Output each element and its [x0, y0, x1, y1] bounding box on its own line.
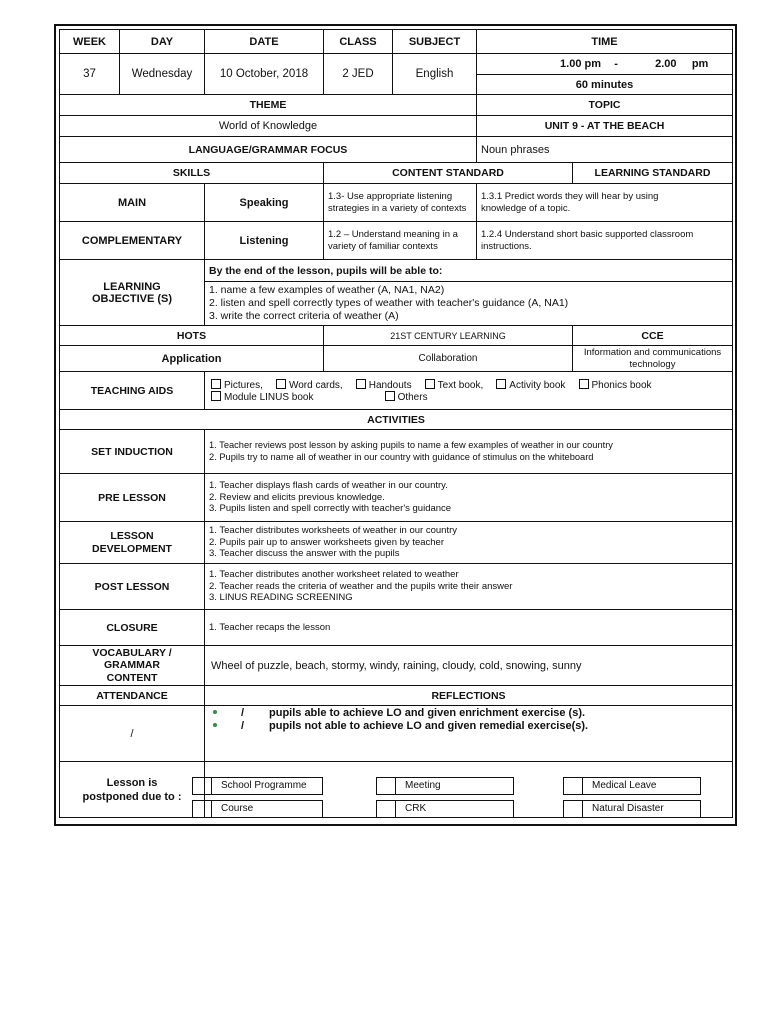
content-standard-label: CONTENT STANDARD: [324, 163, 573, 184]
option-label: Medical Leave: [592, 780, 657, 791]
postponed-label-line-1: Lesson is: [106, 776, 158, 789]
postponed-label-line-2: postponed due to :: [82, 790, 182, 803]
cce-line-2: technology: [629, 358, 676, 370]
teaching-aids-label: TEACHING AIDS: [60, 372, 205, 410]
aid-pictures[interactable]: Pictures,: [211, 379, 263, 391]
checkbox-icon: [377, 778, 396, 794]
option-school-programme[interactable]: [192, 777, 323, 795]
attendance-value: /: [60, 706, 205, 762]
checkbox-icon: [211, 391, 221, 401]
post-lesson-steps: [205, 564, 733, 610]
aid-handouts[interactable]: Handouts: [356, 379, 412, 391]
main-skill-label: MAIN: [60, 184, 205, 222]
checkbox-icon: [564, 778, 583, 794]
reflections-label: REFLECTIONS: [205, 686, 733, 706]
grammar-focus-label: LANGUAGE/GRAMMAR FOCUS: [60, 137, 477, 163]
option-label: School Programme: [221, 780, 307, 791]
duration: 60 minutes: [477, 75, 733, 95]
step-item: 3. Pupils listen and spell correctly with teacher's guidance: [209, 503, 452, 515]
objective-intro: By the end of the lesson, pupils will be able to:: [205, 260, 733, 282]
step-item: 1. Teacher distributes worksheets of weather in our country: [209, 525, 458, 537]
bullet-icon: [213, 710, 217, 714]
objective-item: 3. write the correct criteria of weather (A): [209, 310, 399, 322]
date-value: 10 October, 2018: [205, 54, 324, 95]
pre-lesson-steps: [205, 474, 733, 522]
main-learning-line-2: knowledge of a topic.: [481, 202, 571, 214]
main-content-line-2: strategies in a variety of contexts: [328, 202, 467, 214]
time-separator: -: [614, 58, 618, 70]
learning-standard-label: LEARNING STANDARD: [573, 163, 733, 184]
theme-value: World of Knowledge: [60, 116, 477, 137]
lesson-development-steps: [205, 522, 733, 564]
complementary-learning-standard: [477, 222, 733, 260]
step-item: 2. Pupils try to name all of weather in our country with guidance of stimulus on the whiteboard: [209, 451, 594, 462]
day-label: DAY: [120, 30, 205, 54]
objective-item: 1. name a few examples of weather (A, NA1, NA2): [209, 284, 445, 296]
option-medical-leave[interactable]: [563, 777, 701, 795]
comp-learning-line-2: instructions.: [481, 240, 532, 252]
time-start: 1.00 pm: [560, 58, 601, 70]
week-value: 37: [60, 54, 120, 95]
complementary-skill-label: COMPLEMENTARY: [60, 222, 205, 260]
development-label-line-2: DEVELOPMENT: [92, 542, 172, 555]
teaching-aids-options: [205, 372, 733, 410]
reflection-item: / pupils able to achieve LO and given enrichment exercise (s).: [209, 707, 728, 720]
hots-value: Application: [60, 346, 324, 372]
option-meeting[interactable]: [376, 777, 514, 795]
topic-value: UNIT 9 - AT THE BEACH: [477, 116, 733, 137]
reflection-item: / pupils not able to achieve LO and given remedial exercise(s).: [209, 720, 728, 733]
main-learning-standard: [477, 184, 733, 222]
comp-content-line-2: variety of familiar contexts: [328, 240, 438, 252]
checkbox-icon: [193, 801, 212, 817]
complementary-skill-value: Listening: [205, 222, 324, 260]
option-crk[interactable]: [376, 800, 514, 818]
main-content-line-1: 1.3- Use appropriate listening: [328, 191, 453, 202]
step-item: 1. Teacher recaps the lesson: [209, 621, 331, 633]
grammar-focus-value: Noun phrases: [477, 137, 733, 163]
main-skill-value: Speaking: [205, 184, 324, 222]
checkbox-icon: [276, 379, 286, 389]
lesson-plan: [59, 29, 732, 818]
skills-label: SKILLS: [60, 163, 324, 184]
checkbox-icon: [564, 801, 583, 817]
step-item: 1. Teacher reviews post lesson by asking pupils to name a few examples of weather in our country: [209, 440, 613, 450]
checkbox-icon: [193, 778, 212, 794]
class-label: CLASS: [324, 30, 393, 54]
objective-list: [205, 282, 733, 326]
date-label: DATE: [205, 30, 324, 54]
reflections-list: [205, 706, 733, 762]
objective-label-line-1: LEARNING: [103, 280, 161, 293]
aid-word-cards[interactable]: Word cards,: [276, 379, 343, 391]
option-label: Meeting: [405, 780, 441, 791]
option-label: Course: [221, 803, 254, 814]
set-induction-steps: [205, 430, 733, 474]
vocab-label-line-1: VOCABULARY /: [92, 646, 172, 659]
checkbox-icon: [496, 379, 506, 389]
time-end: 2.00 pm: [655, 58, 709, 70]
century-learning-label: 21ST CENTURY LEARNING: [324, 326, 573, 346]
main-content-standard: [324, 184, 477, 222]
aid-others[interactable]: Others: [385, 391, 428, 403]
time-range: [477, 54, 733, 75]
theme-label: THEME: [60, 95, 477, 116]
lesson-plan-table: [59, 29, 733, 818]
step-item: 3. LINUS READING SCREENING: [209, 592, 353, 604]
option-course[interactable]: [192, 800, 323, 818]
pre-lesson-label: PRE LESSON: [60, 474, 205, 522]
cce-value: [573, 346, 733, 372]
objective-item: 2. listen and spell correctly types of weather with teacher's guidance (A, NA1): [209, 297, 569, 309]
lesson-development-label: [60, 522, 205, 564]
topic-label: TOPIC: [477, 95, 733, 116]
checkbox-icon: [377, 801, 396, 817]
aid-phonics-book[interactable]: Phonics book: [579, 379, 652, 391]
complementary-content-standard: [324, 222, 477, 260]
vocabulary-label: [60, 646, 205, 686]
set-induction-label: SET INDUCTION: [60, 430, 205, 474]
comp-content-line-1: 1.2 – Understand meaning in a: [328, 229, 458, 240]
attendance-label: ATTENDANCE: [60, 686, 205, 706]
cce-label: CCE: [573, 326, 733, 346]
vocab-label-line-2: GRAMMAR: [104, 659, 160, 672]
time-label: TIME: [477, 30, 733, 54]
postponed-label: [60, 762, 205, 818]
step-item: 1. Teacher distributes another worksheet related to weather: [209, 569, 459, 581]
aid-module-linus[interactable]: Module LINUS book: [211, 391, 314, 403]
cce-line-1: Information and communications: [583, 347, 722, 358]
step-item: 3. Teacher discuss the answer with the pupils: [209, 548, 400, 560]
checkbox-icon: [211, 379, 221, 389]
closure-label: CLOSURE: [60, 610, 205, 646]
step-item: 1. Teacher displays flash cards of weather in our country.: [209, 480, 448, 492]
century-learning-value: Collaboration: [324, 346, 573, 372]
development-label-line-1: LESSON: [110, 529, 154, 542]
vocabulary-value: Wheel of puzzle, beach, stormy, windy, raining, cloudy, cold, snowing, sunny: [205, 646, 733, 686]
subject-label: SUBJECT: [393, 30, 477, 54]
post-lesson-label: POST LESSON: [60, 564, 205, 610]
step-item: 2. Teacher reads the criteria of weather and the pupils write their answer: [209, 580, 513, 592]
step-item: 2. Review and elicits previous knowledge.: [209, 491, 385, 503]
step-item: 2. Pupils pair up to answer worksheets given by teacher: [209, 536, 444, 548]
aid-text-book[interactable]: Text book,: [425, 379, 484, 391]
comp-learning-line-1: 1.2.4 Understand short basic supported classroom: [481, 229, 694, 240]
option-label: CRK: [405, 803, 427, 814]
checkbox-icon: [579, 379, 589, 389]
option-label: Natural Disaster: [592, 803, 664, 814]
vocab-label-line-3: CONTENT: [106, 671, 158, 684]
aid-activity-book[interactable]: Activity book: [496, 379, 565, 391]
week-label: WEEK: [60, 30, 120, 54]
checkbox-icon: [356, 379, 366, 389]
learning-objective-label: [60, 260, 205, 326]
hots-label: HOTS: [60, 326, 324, 346]
checkbox-icon: [385, 391, 395, 401]
main-learning-line-1: 1.3.1 Predict words they will hear by using: [481, 191, 659, 202]
subject-value: English: [393, 54, 477, 95]
option-natural-disaster[interactable]: [563, 800, 701, 818]
checkbox-icon: [425, 379, 435, 389]
closure-steps: [205, 610, 733, 646]
activities-label: ACTIVITIES: [60, 410, 733, 430]
class-value: 2 JED: [324, 54, 393, 95]
day-value: Wednesday: [120, 54, 205, 95]
bullet-icon: [213, 723, 217, 727]
objective-label-line-2: OBJECTIVE (S): [91, 292, 173, 305]
